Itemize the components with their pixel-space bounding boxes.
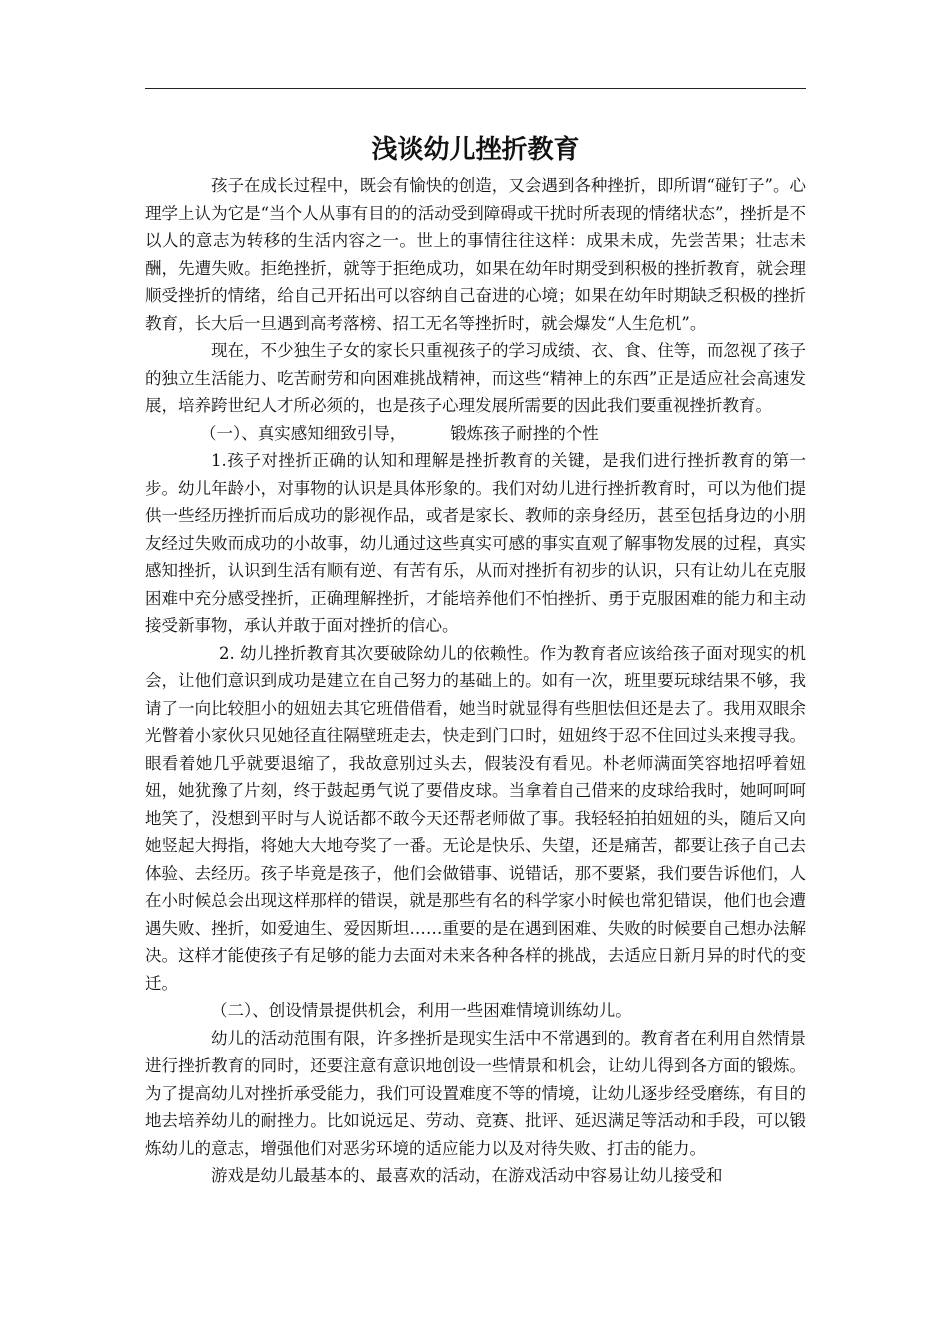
section-heading-1-part-a: （一）、真实感知细致引导， bbox=[200, 423, 407, 443]
section-heading-2: （二）、创设情景提供机会，利用一些困难情境训练幼儿。 bbox=[211, 1001, 632, 1020]
document-title: 浅谈幼儿挫折教育 bbox=[371, 135, 580, 165]
paragraph-intro: 孩子在成长过程中，既会有愉快的创造，又会遇到各种挫折，即所谓“碰钉子”。心理学上认为它是“当个人从事有目的的活动受到障碍或干扰时所表现的情绪状态”，挫折是不以人的意志为转移的生活内容之一。世上的事情往往这样：成果未成，先尝苦果；壮志未酬，先遭失败。拒绝挫折，就等于拒绝成功，如果在幼年时期受到积极的挫折教育，就会理顺受挫折的情绪，给自己开拓出可以容纳自己奋进的心境；如果在幼年时期缺乏积极的挫折教育，长大后一旦遇到高考落榜、招工无名等挫折时，就会爆发“人生危机”。 bbox=[145, 176, 806, 333]
header-rule bbox=[145, 88, 806, 89]
section-2-paragraph-2: 游戏是幼儿最基本的、最喜欢的活动，在游戏活动中容易让幼儿接受和 bbox=[211, 1166, 723, 1185]
section-heading-1 bbox=[145, 420, 806, 448]
section-heading-1-part-b: 锻炼孩子耐挫的个性 bbox=[450, 423, 599, 443]
section-1-item-2: 2. 幼儿挫折教育其次要破除幼儿的依赖性。作为教育者应该给孩子面对现实的机会，让他们意识到成功是建立在自己努力的基础上的。如有一次，班里要玩球结果不够，我请了一向比较胆小的妞妞去其它班借借看，她当时就显得有些胆怯但还是去了。我用双眼余光瞥着小家伙只见她径直往隔壁班走去，快走到门口时，妞妞终于忍不住回过头来搜寻我。眼看着她几乎就要退缩了，我故意别过头去，假装没有看见。朴老师满面笑容地招呼着妞妞，她犹豫了片刻，终于鼓起勇气说了要借皮球。当拿着自己借来的皮球给我时，她呵呵呵地笑了，没想到平时与人说话都不敢今天还帮老师做了事。我轻轻拍拍妞妞的头，随后又向她竖起大拇指，将她大大地夸奖了一番。无论是快乐、失望，还是痛苦，都要让孩子自己去体验、去经历。孩子毕竟是孩子，他们会做错事、说错话，那不要紧，我们要告诉他们，人在小时候总会出现这样那样的错误，就是那些有名的科学家小时候也常犯错误，他们也会遭遇失败、挫折，如爱迪生、爱因斯坦……重要的是在遇到困难、失败的时候要自己想办法解决。这样才能使孩子有足够的能力去面对未来各种各样的挑战，去适应日新月异的时代的变迁。 bbox=[145, 643, 806, 993]
document-body bbox=[145, 172, 806, 1190]
section-1-item-1: 1.孩子对挫折正确的认知和理解是挫折教育的关键，是我们进行挫折教育的第一步。幼儿年龄小，对事物的认识是具体形象的。我们对幼儿进行挫折教育时，可以为他们提供一些经历挫折而后成功的影视作品，或者是家长、教师的亲身经历，甚至包括身边的小朋友经过失败而成功的小故事，幼儿通过这些真实可感的事实直观了解事物发展的过程，真实感知挫折，认识到生活有顺有逆、有苦有乐，从而对挫折有初步的认识，只有让幼儿在克服困难中充分感受挫折，正确理解挫折，才能培养他们不怕挫折、勇于克服困难的能力和主动接受新事物，承认并敢于面对挫折的信心。 bbox=[145, 451, 806, 635]
paragraph-context: 现在，不少独生子女的家长只重视孩子的学习成绩、衣、食、住等，而忽视了孩子的独立生活能力、吃苦耐劳和向困难挑战精神，而这些“精神上的东西”正是适应社会高速发展，培养跨世纪人才所必须的，也是孩子心理发展所需要的因此我们要重视挫折教育。 bbox=[145, 341, 806, 415]
section-2-paragraph-1: 幼儿的活动范围有限，许多挫折是现实生活中不常遇到的。教育者在利用自然情景进行挫折教育的同时，还要注意有意识地创设一些情景和机会，让幼儿得到各方面的锻炼。为了提高幼儿对挫折承受能力，我们可设置难度不等的情境，让幼儿逐步经受磨练，有目的地去培养幼儿的耐挫力。比如说远足、劳动、竞赛、批评、延迟满足等活动和手段，可以锻炼幼儿的意志，增强他们对恶劣环境的适应能力以及对待失败、打击的能力。 bbox=[145, 1028, 806, 1158]
